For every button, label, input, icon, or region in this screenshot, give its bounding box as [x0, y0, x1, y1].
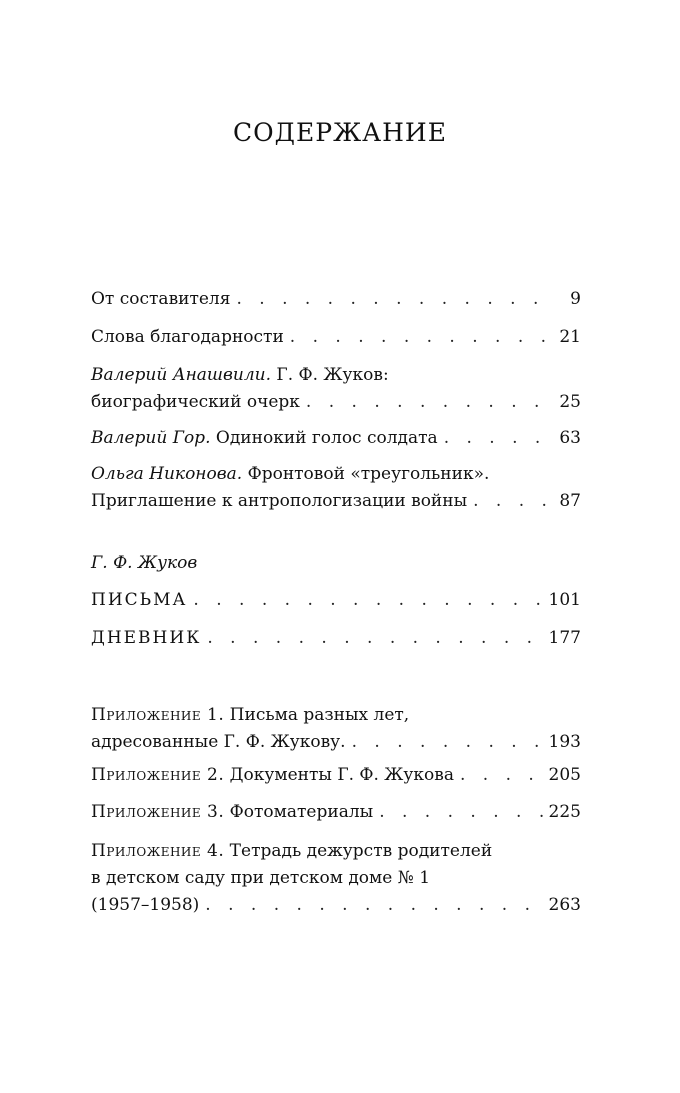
dot-leader — [236, 286, 553, 313]
appendix-label: Приложение 1. — [91, 705, 225, 725]
toc-page-number: 193 — [548, 732, 581, 752]
toc-entry-text: (1957–1958) — [91, 895, 200, 915]
dot-leader — [205, 892, 542, 919]
toc-entry-text: в детском саду при детском доме № 1 — [91, 868, 431, 888]
toc-section-author — [91, 550, 581, 577]
toc-page-number: 101 — [548, 590, 581, 610]
toc-entry-text: Одинокий голос солдата — [210, 428, 438, 448]
toc-page-number: 205 — [548, 765, 581, 785]
toc-entry-author: Валерий Гор. — [91, 428, 211, 448]
toc-entry-text: ПИСЬМА — [91, 590, 188, 610]
toc-entry-text: Документы Г. Ф. Жукова — [224, 765, 454, 785]
toc-entry-text: адресованные Г. Ф. Жукову. — [91, 732, 346, 752]
dot-leader — [379, 799, 542, 826]
toc-page-number: 87 — [559, 491, 581, 511]
toc-entry-author: Валерий Анашвили. — [91, 365, 272, 385]
toc-entry-anashvili — [91, 362, 581, 416]
toc-entry-nikonova — [91, 461, 581, 515]
page-title: СОДЕРЖАНИЕ — [233, 118, 447, 147]
dot-leader — [473, 488, 553, 515]
toc-page-number: 63 — [559, 428, 581, 448]
toc-entry-text: биографический очерк — [91, 392, 300, 412]
toc-entry-compiler — [91, 286, 581, 313]
toc-entry-text: От составителя — [91, 289, 231, 309]
dot-leader — [460, 762, 543, 789]
toc-entry-appendix-2 — [91, 762, 581, 789]
toc-entry-text: Письма разных лет, — [224, 705, 410, 725]
toc-page-number: 9 — [570, 289, 581, 309]
toc-entry-letters — [91, 587, 581, 614]
toc-entry-text: Г. Ф. Жуков: — [271, 365, 389, 385]
appendix-label: Приложение 2. — [91, 765, 225, 785]
table-of-contents — [91, 286, 581, 313]
toc-entry-diary — [91, 625, 581, 652]
toc-page-number: 177 — [548, 628, 581, 648]
toc-entry-gor — [91, 425, 581, 452]
toc-entry-text: Тетрадь дежурств родителей — [224, 841, 493, 861]
dot-leader — [352, 729, 543, 756]
toc-entry-text: Слова благодарности — [91, 327, 284, 347]
toc-entry-acknowledgements — [91, 324, 581, 351]
toc-page-number: 25 — [559, 392, 581, 412]
toc-page-number: 21 — [559, 327, 581, 347]
toc-entry-text: Приглашение к антропологизации войны — [91, 491, 468, 511]
toc-entry-appendix-1 — [91, 702, 581, 756]
dot-leader — [193, 587, 542, 614]
section-author-name: Г. Ф. Жуков — [91, 553, 198, 573]
dot-leader — [306, 389, 553, 416]
toc-entry-text: ДНЕВНИК — [91, 628, 202, 648]
toc-entry-appendix-4 — [91, 838, 581, 919]
dot-leader — [290, 324, 553, 351]
toc-page-number: 263 — [548, 895, 581, 915]
dot-leader — [444, 425, 553, 452]
dot-leader — [207, 625, 542, 652]
toc-entry-text: Фотоматериалы — [224, 802, 374, 822]
appendix-label: Приложение 3. — [91, 802, 225, 822]
appendix-label: Приложение 4. — [91, 841, 225, 861]
toc-page-number: 225 — [548, 802, 581, 822]
toc-entry-appendix-3 — [91, 799, 581, 826]
toc-entry-author: Ольга Никонова. — [91, 464, 243, 484]
toc-entry-text: Фронтовой «треугольник». — [242, 464, 490, 484]
